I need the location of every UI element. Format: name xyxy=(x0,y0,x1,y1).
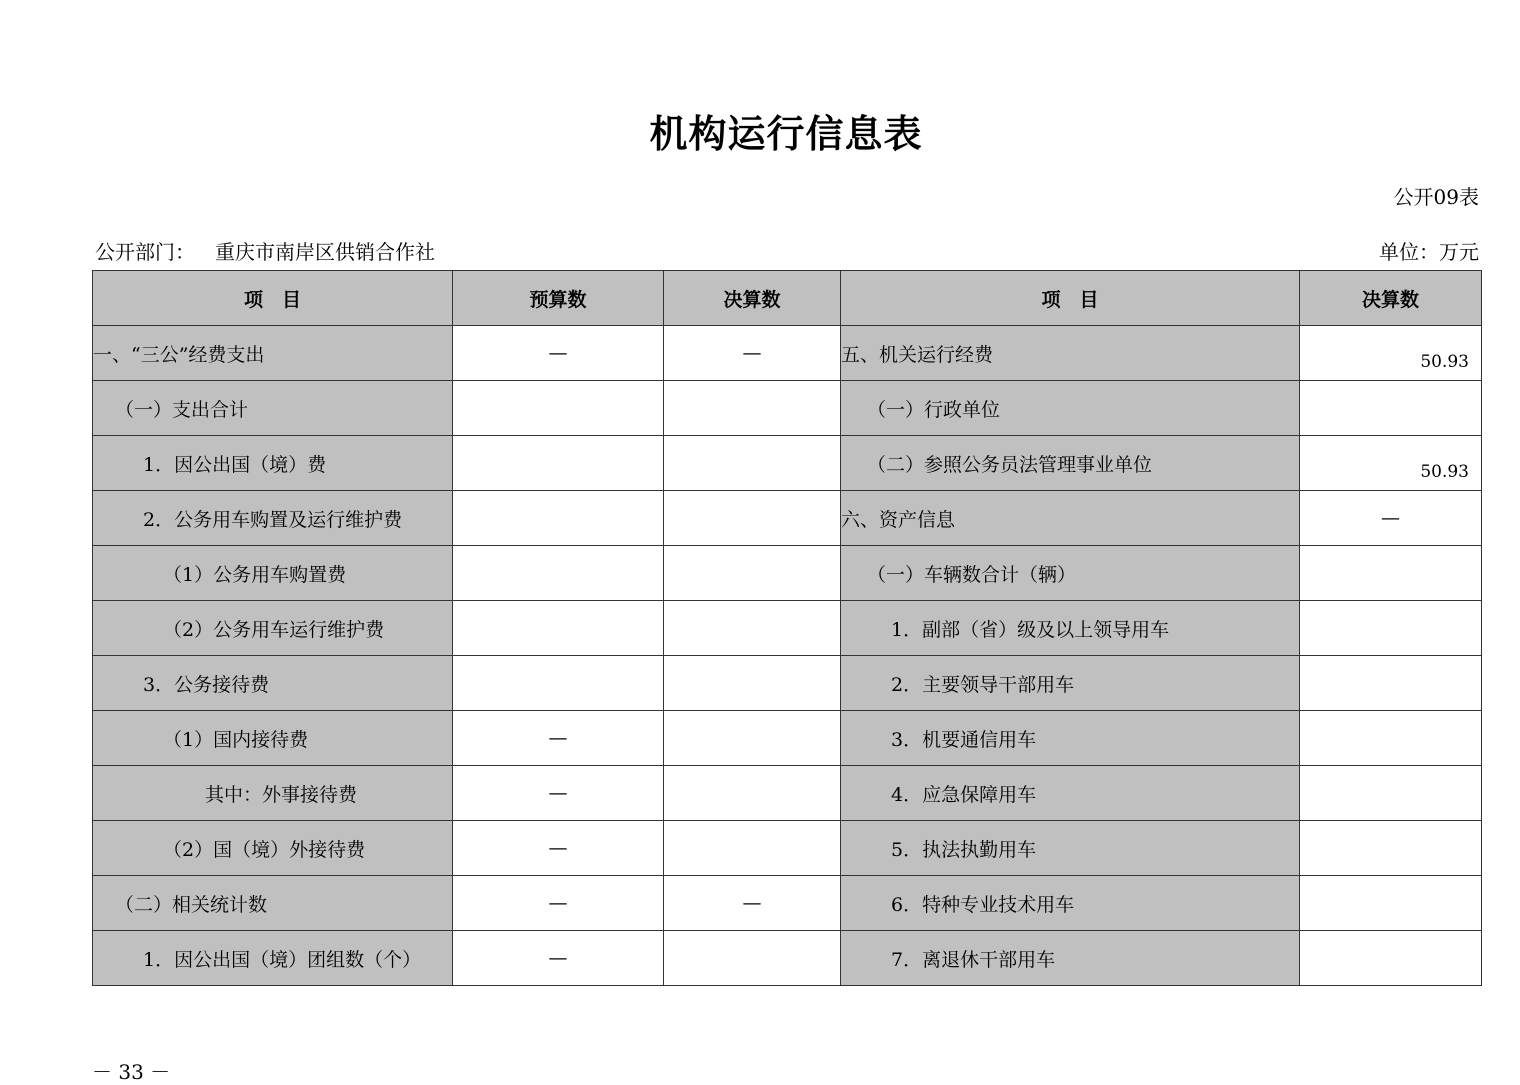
left-item: 1．因公出国（境）团组数（个） xyxy=(93,931,453,986)
right-item: 五、机关运行经费 xyxy=(841,326,1300,381)
budget-cell: — xyxy=(453,821,664,876)
table-row xyxy=(93,601,1482,656)
info-table xyxy=(92,270,1482,986)
right-final-cell xyxy=(1300,601,1482,656)
budget-cell xyxy=(453,546,664,601)
header-final-right: 决算数 xyxy=(1300,271,1482,326)
left-item: 1．因公出国（境）费 xyxy=(93,436,453,491)
right-final-cell: — xyxy=(1300,491,1482,546)
left-item: （1）国内接待费 xyxy=(93,711,453,766)
budget-cell xyxy=(453,436,664,491)
right-final-cell xyxy=(1300,876,1482,931)
unit-label: 单位：万元 xyxy=(1379,240,1479,264)
right-final-cell xyxy=(1300,546,1482,601)
budget-cell xyxy=(453,601,664,656)
table-row xyxy=(93,766,1482,821)
budget-cell xyxy=(453,656,664,711)
budget-cell: — xyxy=(453,326,664,381)
right-item: （一）车辆数合计（辆） xyxy=(841,546,1300,601)
budget-cell xyxy=(453,381,664,436)
budget-cell xyxy=(453,491,664,546)
right-final-cell xyxy=(1300,766,1482,821)
right-final-cell xyxy=(1300,656,1482,711)
table-row xyxy=(93,326,1482,381)
budget-cell: — xyxy=(453,711,664,766)
right-item: 4．应急保障用车 xyxy=(841,766,1300,821)
right-final-cell xyxy=(1300,711,1482,766)
right-item: 6．特种专业技术用车 xyxy=(841,876,1300,931)
table-row xyxy=(93,876,1482,931)
budget-cell: — xyxy=(453,931,664,986)
department-label: 公开部门： xyxy=(95,240,195,264)
header-final-left: 决算数 xyxy=(664,271,841,326)
table-row xyxy=(93,546,1482,601)
left-item: 2．公务用车购置及运行维护费 xyxy=(93,491,453,546)
right-item: 3．机要通信用车 xyxy=(841,711,1300,766)
right-final-cell: 50.93 xyxy=(1300,436,1482,491)
right-final-cell xyxy=(1300,931,1482,986)
table-row xyxy=(93,931,1482,986)
right-item: （一）行政单位 xyxy=(841,381,1300,436)
left-item: （1）公务用车购置费 xyxy=(93,546,453,601)
left-item: （一）支出合计 xyxy=(93,381,453,436)
left-item: （2）国（境）外接待费 xyxy=(93,821,453,876)
right-final-cell: 50.93 xyxy=(1300,326,1482,381)
final-cell xyxy=(664,656,841,711)
final-cell xyxy=(664,381,841,436)
header-budget: 预算数 xyxy=(453,271,664,326)
final-cell xyxy=(664,491,841,546)
table-row xyxy=(93,381,1482,436)
right-item: 六、资产信息 xyxy=(841,491,1300,546)
final-cell: — xyxy=(664,876,841,931)
left-item: 3．公务接待费 xyxy=(93,656,453,711)
header-item-right: 项 目 xyxy=(841,271,1300,326)
final-cell xyxy=(664,766,841,821)
left-item: （2）公务用车运行维护费 xyxy=(93,601,453,656)
page-title: 机构运行信息表 xyxy=(649,111,923,156)
budget-cell: — xyxy=(453,766,664,821)
table-row xyxy=(93,711,1482,766)
left-item: 其中：外事接待费 xyxy=(93,766,453,821)
department-name: 重庆市南岸区供销合作社 xyxy=(215,240,435,264)
page-number: － 33 － xyxy=(92,1060,171,1084)
final-cell xyxy=(664,821,841,876)
right-item: 7．离退休干部用车 xyxy=(841,931,1300,986)
table-row xyxy=(93,491,1482,546)
left-item: 一、“三公”经费支出 xyxy=(93,326,453,381)
form-number: 公开09表 xyxy=(1393,185,1479,209)
final-cell xyxy=(664,546,841,601)
right-final-cell xyxy=(1300,381,1482,436)
final-cell xyxy=(664,931,841,986)
final-cell xyxy=(664,436,841,491)
final-cell xyxy=(664,711,841,766)
right-item: 5．执法执勤用车 xyxy=(841,821,1300,876)
right-item: （二）参照公务员法管理事业单位 xyxy=(841,436,1300,491)
left-item: （二）相关统计数 xyxy=(93,876,453,931)
right-final-cell xyxy=(1300,821,1482,876)
table-row xyxy=(93,821,1482,876)
department-line xyxy=(95,236,435,265)
table-row xyxy=(93,436,1482,491)
right-item: 2．主要领导干部用车 xyxy=(841,656,1300,711)
budget-cell: — xyxy=(453,876,664,931)
final-cell xyxy=(664,601,841,656)
final-cell: — xyxy=(664,326,841,381)
table-row xyxy=(93,656,1482,711)
right-item: 1．副部（省）级及以上领导用车 xyxy=(841,601,1300,656)
header-item-left: 项 目 xyxy=(93,271,453,326)
header-row xyxy=(93,271,1482,326)
